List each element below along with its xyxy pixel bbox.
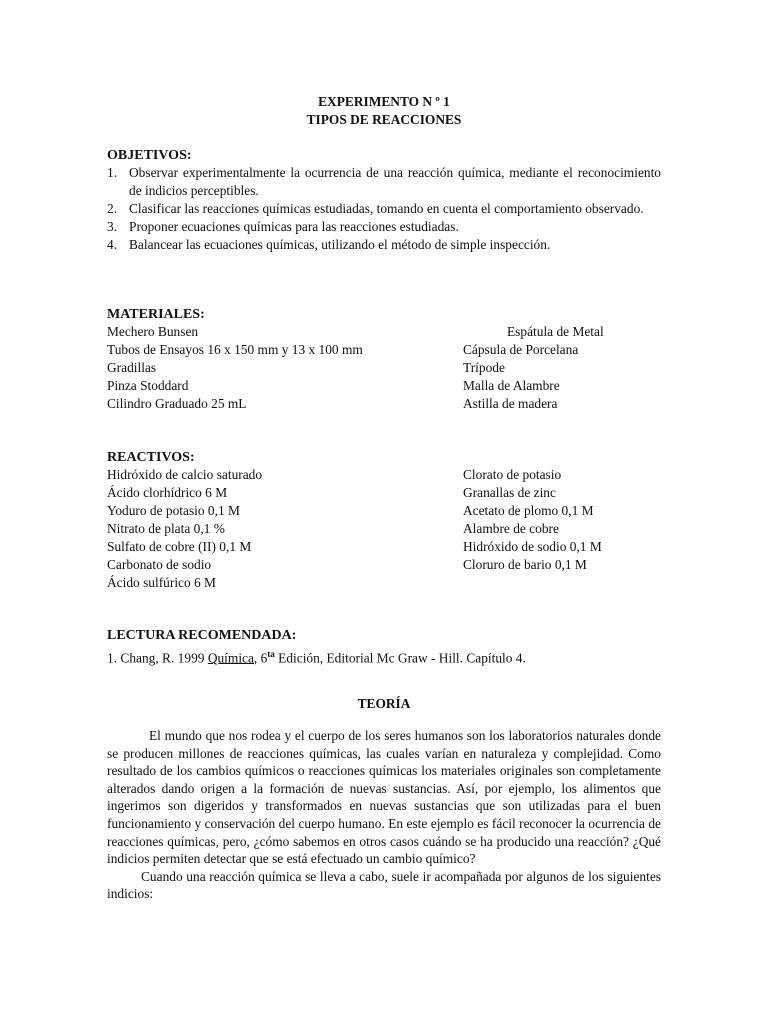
reactivo-item: Nitrato de plata 0,1 % bbox=[107, 521, 225, 536]
reactivo-item: Granallas de zinc bbox=[463, 485, 556, 500]
material-item: Cilindro Graduado 25 mL bbox=[107, 396, 247, 411]
material-item: Cápsula de Porcelana bbox=[463, 342, 579, 357]
material-item: Pinza Stoddard bbox=[107, 378, 189, 393]
list-number: 1. bbox=[107, 165, 118, 180]
reactivo-item: Ácido sulfúrico 6 M bbox=[107, 575, 216, 590]
experiment-subtitle: TIPOS DE REACCIONES bbox=[306, 112, 462, 127]
lectura-heading: LECTURA RECOMENDADA: bbox=[107, 628, 297, 643]
reactivo-item: Hidróxido de sodio 0,1 M bbox=[463, 539, 602, 554]
materiales-right-column bbox=[463, 323, 604, 413]
list-number: 4. bbox=[107, 237, 118, 252]
material-item: Tubos de Ensayos 16 x 150 mm y 13 x 100 mm bbox=[107, 342, 363, 357]
citation-separator: , 6 bbox=[253, 650, 268, 666]
reactivos-heading: REACTIVOS: bbox=[107, 450, 195, 465]
material-item: Gradillas bbox=[107, 360, 157, 375]
experiment-title: EXPERIMENTO N º 1 bbox=[318, 94, 450, 109]
citation-edition-superscript: ta bbox=[267, 649, 275, 659]
list-number: 3. bbox=[107, 219, 118, 234]
reactivo-item: Sulfato de cobre (II) 0,1 M bbox=[107, 539, 252, 554]
list-item bbox=[107, 164, 661, 200]
objetivos-heading: OBJETIVOS: bbox=[107, 148, 192, 163]
teoria-body bbox=[107, 727, 661, 903]
materiales-left-column bbox=[107, 323, 363, 413]
reactivo-item: Clorato de potasio bbox=[463, 467, 562, 482]
reactivos-left-column bbox=[107, 466, 262, 592]
reactivo-item: Ácido clorhídrico 6 M bbox=[107, 485, 228, 500]
teoria-paragraph-1: El mundo que nos rodea y el cuerpo de los seres humanos son los laboratorios naturales donde se producen millones de reacciones químicas, las cuales varían en naturaleza y complejidad. Como resultado de los cambios químicos o reacciones químicas los materiales originales son completamente alterados dando origen a la formación de nuevas sustancias. Así, por ejemplo, los alimentos que ingerimos son digeridos y transformados en nuevas sustancias que son utilizadas para el buen funcionamiento y conservación del cuerpo humano. En este ejemplo es fácil reconocer la ocurrencia de reacciones químicas, pero, ¿cómo sabemos en otros casos cuándo se ha producido una reacción? ¿Qué indicios permiten detectar que se está efectuado un cambio químico? bbox=[107, 728, 661, 867]
material-item: Astilla de madera bbox=[463, 396, 558, 411]
citation-rest: Edición, Editorial Mc Graw - Hill. Capítulo 4. bbox=[274, 650, 526, 666]
reactivos-right-column bbox=[463, 466, 602, 574]
material-item: Mechero Bunsen bbox=[107, 324, 199, 339]
reactivo-item: Alambre de cobre bbox=[463, 521, 559, 536]
list-text: Balancear las ecuaciones químicas, utilizando el método de simple inspección. bbox=[129, 237, 551, 252]
list-item bbox=[107, 218, 661, 236]
reactivo-item: Carbonato de sodio bbox=[107, 557, 212, 572]
material-item: Espátula de Metal bbox=[507, 324, 604, 339]
teoria-paragraph-2: Cuando una reacción química se lleva a cabo, suele ir acompañada por algunos de los siguientes indicios: bbox=[107, 868, 661, 902]
list-text: Observar experimentalmente la ocurrencia de una reacción química, mediante el reconocimiento de indicios perceptibles. bbox=[129, 165, 661, 198]
citation-book-title: Química bbox=[207, 650, 254, 666]
list-item bbox=[107, 236, 661, 254]
materiales-heading: MATERIALES: bbox=[107, 307, 205, 322]
material-item: Malla de Alambre bbox=[463, 378, 560, 393]
reactivo-item: Hidróxido de calcio saturado bbox=[107, 467, 263, 482]
material-item: Trípode bbox=[463, 360, 505, 375]
list-number: 2. bbox=[107, 201, 118, 216]
reactivo-item: Acetato de plomo 0,1 M bbox=[463, 503, 594, 518]
reactivo-item: Yoduro de potasio 0,1 M bbox=[107, 503, 240, 518]
reference-citation bbox=[107, 645, 526, 667]
teoria-heading: TEORÍA bbox=[357, 696, 411, 711]
list-text: Proponer ecuaciones químicas para las reacciones estudiadas. bbox=[129, 219, 459, 234]
citation-author: 1. Chang, R. 1999 bbox=[107, 650, 208, 666]
reactivo-item: Cloruro de bario 0,1 M bbox=[463, 557, 587, 572]
list-item bbox=[107, 200, 661, 218]
list-text: Clasificar las reacciones químicas estudiadas, tomando en cuenta el comportamiento observado. bbox=[129, 201, 644, 216]
objetivos-list bbox=[107, 164, 661, 254]
